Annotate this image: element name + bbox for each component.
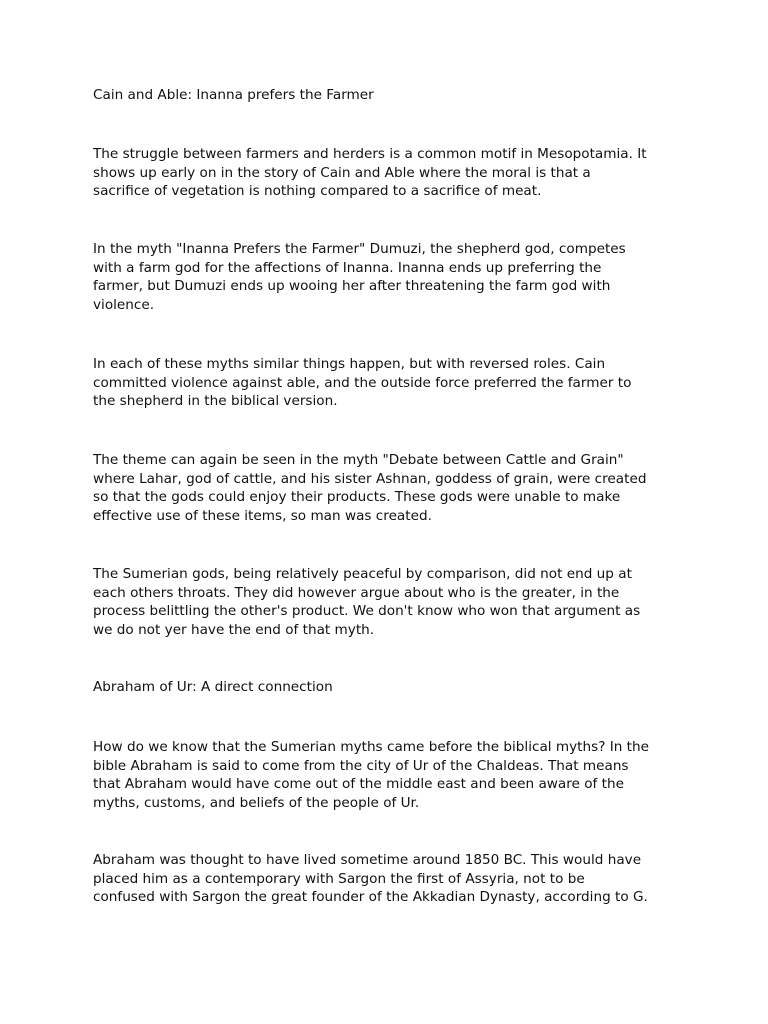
paragraph-cattle-and-grain: The theme can again be seen in the myth "Debate between Cattle and Grain" where Lahar, god of cattle, and his sister Ashnan, goddess of grain, were created so that the gods could enjoy their products. These gods were unable to make effective use of these items, so man was created. <box>93 452 647 524</box>
paragraph-struggle: The struggle between farmers and herders is a common motif in Mesopotamia. It shows up early on in the story of Cain and Able where the moral is that a sacrifice of vegetation is nothing compared to a sacrifice of meat. <box>93 146 647 199</box>
paragraph-sumerian-myths-first: How do we know that the Sumerian myths came before the biblical myths? In the bible Abraham is said to come from the city of Ur of the Chaldeas. That means that Abraham would have come out of the middle east and been aware of the myths, customs, and beliefs of the people of Ur. <box>93 739 649 811</box>
paragraph-sumerian-gods: The Sumerian gods, being relatively peaceful by comparison, did not end up at each others throats. They did however argue about who is the greater, in the process belittling the other's product. We don't know who won that argument as we do not yer have the end of that myth. <box>93 566 641 638</box>
paragraph-inanna-prefers-farmer: In the myth "Inanna Prefers the Farmer" Dumuzi, the shepherd god, competes with a farm god for the affections of Inanna. Inanna ends up preferring the farmer, but Dumuzi ends up wooing her after threatening the farm god with violence. <box>93 241 626 313</box>
paragraph-abraham-1850bc: Abraham was thought to have lived sometime around 1850 BC. This would have placed him as a contemporary with Sargon the first of Assyria, not to be confused with Sargon the great founder of the Akkadian Dynasty, according to G. <box>93 852 648 905</box>
section-heading-cain-and-able: Cain and Able: Inanna prefers the Farmer <box>93 87 374 103</box>
section-heading-abraham-of-ur: Abraham of Ur: A direct connection <box>93 679 333 695</box>
paragraph-reversed-roles: In each of these myths similar things happen, but with reversed roles. Cain committed violence against able, and the outside force preferred the farmer to the shepherd in the biblical version. <box>93 356 632 409</box>
